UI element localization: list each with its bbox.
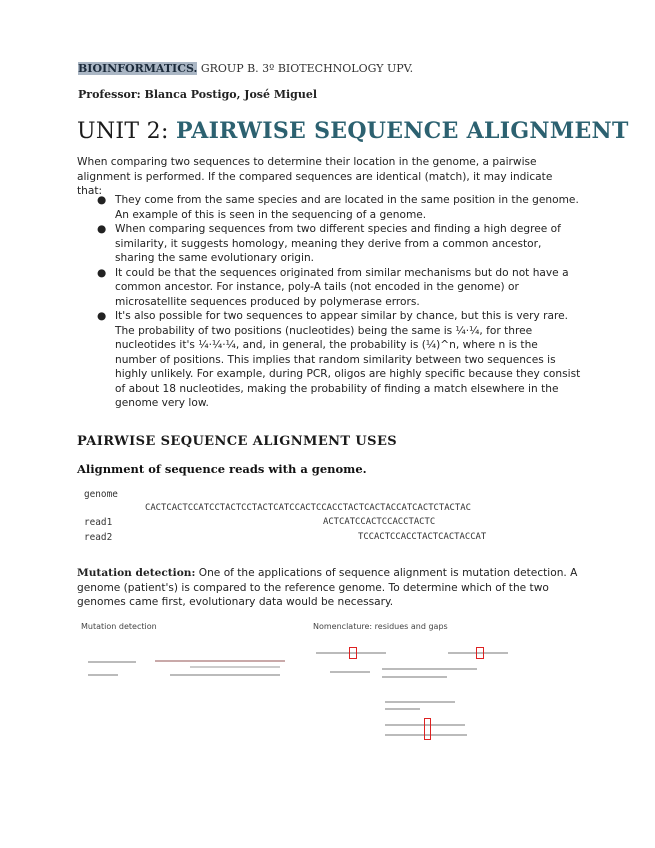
course-name: BIOINFORMATICS. — [78, 62, 198, 75]
bullet-text: It could be that the sequences originated from similar mechanisms but do not have a common ancestor. For instance, poly-A tails (not encoded in the genome) or microsatellite sequences produced by polymerase errors. — [115, 266, 569, 308]
bullet-item — [77, 309, 582, 411]
bullet-text: They come from the same species and are located in the same position in the genome. An example of this is seen in the sequencing of a genome. — [115, 194, 579, 221]
bullet-item — [77, 266, 582, 310]
figure-right-title: Nomenclature: residues and gaps — [313, 622, 448, 631]
figure-highlight-box — [424, 718, 431, 740]
read2-label: read2 — [84, 532, 113, 543]
mutation-paragraph — [77, 566, 582, 610]
bullet-dot-icon: ● — [97, 194, 107, 206]
course-group: GROUP B. 3º BIOTECHNOLOGY UPV. — [197, 62, 414, 75]
bullet-dot-icon: ● — [97, 310, 107, 322]
bullet-text: When comparing sequences from two different species and finding a high degree of similarity, it suggests homology, meaning they derive from a common ancestor, sharing the same evolutionary origin. — [115, 223, 561, 264]
subsection-heading: Alignment of sequence reads with a genome. — [77, 462, 367, 476]
figure-sequence-line — [385, 701, 455, 703]
bullet-dot-icon: ● — [97, 223, 107, 235]
figure-sequence-line — [330, 671, 370, 673]
course-header — [78, 62, 413, 75]
figure-highlight-box — [476, 647, 484, 659]
intro-paragraph: When comparing two sequences to determine their location in the genome, a pairwise alignment is performed. If the compared sequences are identical (match), it may indicate that: — [77, 156, 553, 197]
figure-sequence-line — [88, 674, 118, 676]
section-heading: PAIRWISE SEQUENCE ALIGNMENT USES — [77, 434, 398, 449]
figure-sequence-line — [190, 666, 280, 668]
mutation-label: Mutation detection: — [77, 567, 196, 579]
page-title — [77, 118, 629, 144]
professor-line: Professor: Blanca Postigo, José Miguel — [78, 88, 318, 101]
figure-left-title: Mutation detection — [81, 622, 157, 631]
read1-sequence: ACTCATCCACTCCACCTACTC — [323, 517, 436, 527]
genome-label: genome — [84, 489, 118, 500]
figure-sequence-line — [382, 668, 477, 670]
figure-highlight-box — [349, 647, 357, 659]
read2-sequence: TCCACTCCACCTACTCACTACCAT — [358, 532, 487, 542]
bullet-dot-icon: ● — [97, 266, 107, 279]
figure-sequence-line — [385, 708, 420, 710]
bullet-item — [77, 222, 582, 266]
figure-sequence-line — [382, 676, 447, 678]
figure-sequence-line — [155, 660, 285, 662]
read1-label: read1 — [84, 517, 113, 528]
figure-sequence-line — [170, 674, 280, 676]
genome-sequence: CACTCACTCCATCCTACTCCTACTCATCCACTCCACCTACTCACTACCATCACTCTACTAC — [145, 503, 471, 513]
bullet-list — [77, 193, 582, 411]
bullet-text: It's also possible for two sequences to appear similar by chance, but this is very rare. The probability of two positions (nucleotides) being the same is ¼·¼, for three nucleotides it's ¼·¼·¼, and, in general, the probability is (¼)^n, where n is the number of positions. This implies that random similarity between two sequences is highly unlikely. For example, during PCR, oligos are highly specific because they consist of about 18 nucleotides, making the probability of finding a match elsewhere in the genome very low. — [115, 310, 581, 409]
unit-topic: PAIRWISE SEQUENCE ALIGNMENT — [175, 118, 629, 144]
figure-sequence-line — [88, 661, 136, 663]
unit-label: UNIT 2: — [77, 119, 176, 144]
bullet-item — [77, 193, 582, 222]
mutation-text: One of the applications of sequence alignment is mutation detection. A genome (patient's) is compared to the reference genome. To determine which of the two genomes came first, evolutionary data would be necessary. — [77, 567, 578, 608]
